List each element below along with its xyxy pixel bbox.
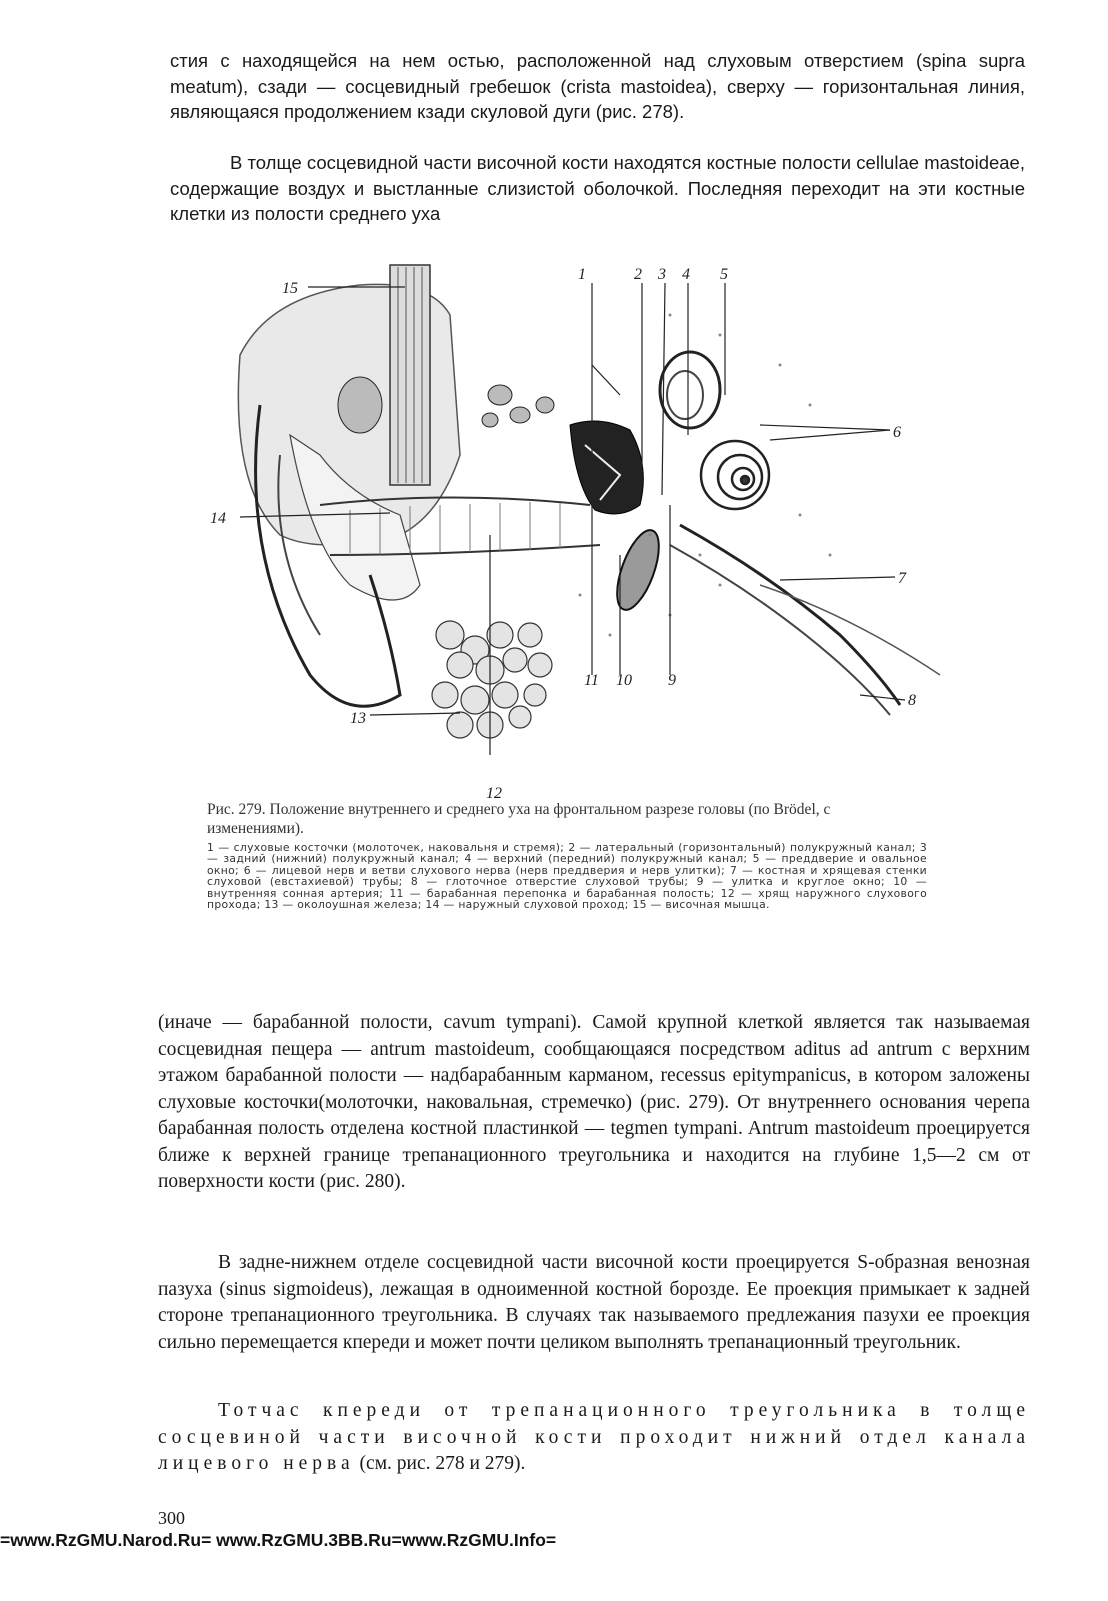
paragraph-facial-canal <box>158 1398 1030 1478</box>
figure-caption-legend: 1 — слуховые косточки (молоточек, наковальня и стремя); 2 — латеральный (горизонтальный) полукружный канал; 3 — задний (нижний) полукружный канал; 4 — верхний (передний) полукружный канал; 5 — преддверие и овальное окно; 6 — лицевой нерв и ветви слухового нерва (нерв преддверия и нерв улитки); 7 — костная и хрящевая стенки слуховой (евстахиевой) трубы; 8 — глоточное отверстие слуховой трубы; 9 — улитка и круглое окно; 10 — внутренняя сонная артерия; 11 — барабанная перепонка и барабанная полость; 12 — хрящ наружного слухового прохода; 13 — околоушная железа; 14 — наружный слуховой проход; 15 — височная мышца. <box>207 841 927 912</box>
spaced-text: Тотчас кпереди от трепанационного треугольника в толще сосцевиной части височной кости проходит нижний отдел канала лицевого нерва <box>158 1400 1030 1474</box>
paragraph-mastoid-cells: В толще сосцевидной части височной кости находятся костные полости cellulae mastoideae, содержащие воздух и выстланные слизистой оболочкой. Последняя переходит на эти костные клетки из полости среднего уха <box>170 152 1025 224</box>
figure-label-13: 13 <box>350 710 366 727</box>
figure-label-9: 9 <box>668 672 676 689</box>
figure-ear-section <box>200 255 960 785</box>
figure-label-1: 1 <box>578 266 586 283</box>
figure-label-12: 12 <box>486 785 502 802</box>
figure-label-15: 15 <box>282 280 298 297</box>
figure-caption-title: Рис. 279. Положение внутреннего и среднего уха на фронтальном разрезе головы (по Brödel, с изменениями). <box>207 801 831 837</box>
paragraph-continuation: стия с находящейся на нем остью, расположенной над слуховым отверстием (spina supra meatum), сзади — сосцевидный гребешок (crista mastoidea), сверху — горизонтальная линия, являющаяся продолжением кзади скуловой дуги (рис. 278). <box>170 50 1025 122</box>
paragraph-sigmoid-sinus: В задне-нижнем отделе сосцевидной части височной кости проецируется S-образная венозная пазуха (sinus sigmoideus), лежащая в одноименной костной борозде. Ее проекция примыкает к задней стороне трепанационного треугольника. В случаях так называемого предлежания пазухи ее проекция сильно перемещается кпереди и может почти целиком выполнять трепанационный треугольник. <box>158 1252 1030 1353</box>
figure-label-5: 5 <box>720 266 728 283</box>
ear-section-illustration <box>200 255 960 785</box>
paragraph-tympanic-cavity: (иначе — барабанной полости, cavum tympani). Самой крупной клеткой является так называемая сосцевидная пещера — antrum mastoideum, сообщающаяся посредством aditus ad antrum с верхним этажом барабанной полости — надбарабанным карманом, recessus epitympanicus, в котором заложены слуховые косточки(молоточки, наковальная, стремечко) (рис. 279). От внутреннего основания черепа барабанная полость отделена костной пластинкой — tegmen tympani. Antrum mastoideum проецируется ближе к верхней границе трепанационного треугольника и находится на глубине 1,5—2 см от поверхности кости (рис. 280). <box>158 1012 1030 1192</box>
figure-label-6: 6 <box>893 424 901 441</box>
figure-label-10: 10 <box>616 672 632 689</box>
figure-label-8: 8 <box>908 692 916 709</box>
figure-label-4: 4 <box>682 266 690 283</box>
figure-label-3: 3 <box>658 266 666 283</box>
figure-reference: (см. рис. 278 и 279). <box>354 1453 526 1474</box>
page-number: 300 <box>158 1508 185 1528</box>
footer-watermark: =www.RzGMU.Narod.Ru= www.RzGMU.3BB.Ru=www.RzGMU.Info= <box>0 1530 557 1550</box>
figure-label-11: 11 <box>584 672 599 689</box>
figure-label-7: 7 <box>898 570 906 587</box>
figure-label-2: 2 <box>634 266 642 283</box>
figure-label-14: 14 <box>210 510 226 527</box>
